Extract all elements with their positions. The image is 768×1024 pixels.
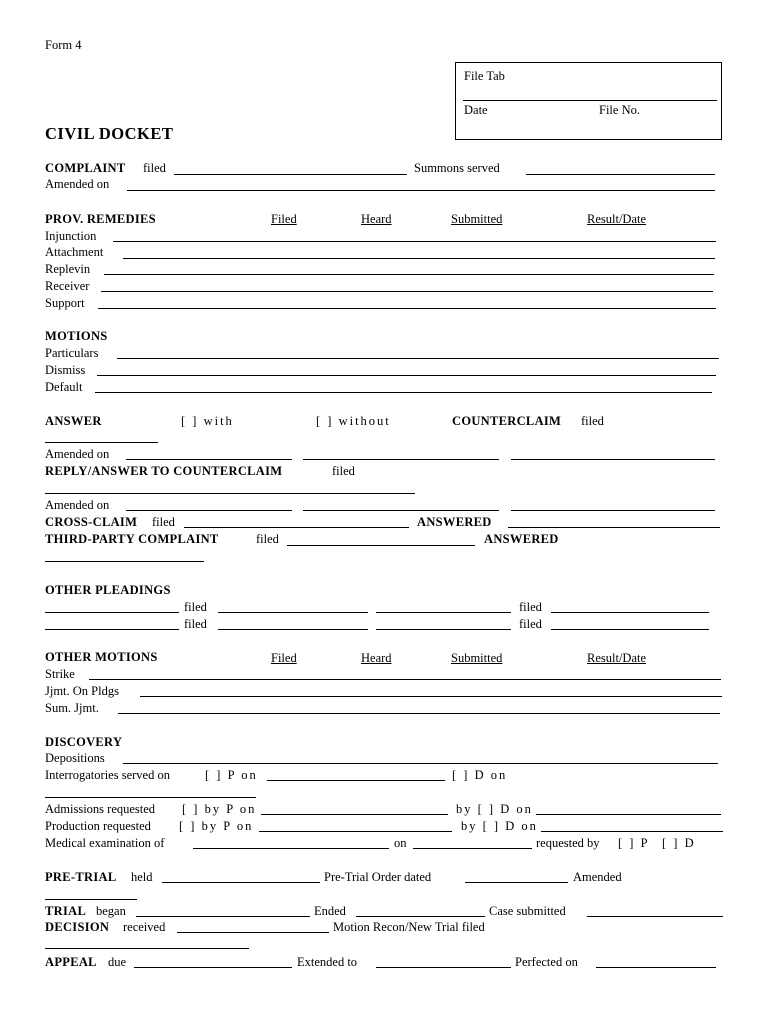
particulars-field[interactable] <box>117 358 719 359</box>
discovery-heading: DISCOVERY <box>45 735 123 749</box>
form-number: Form 4 <box>45 38 82 52</box>
prov-col-result-date: Result/Date <box>587 212 647 226</box>
pleading-4-name-field[interactable] <box>376 629 511 630</box>
date-label: Date <box>464 103 488 117</box>
counterclaim-filed-label: filed <box>581 414 604 428</box>
sum-jjmt-label: Sum. Jjmt. <box>45 701 99 715</box>
answer-amended-field-3[interactable] <box>511 459 715 460</box>
strike-field[interactable] <box>89 679 721 680</box>
page-title: CIVIL DOCKET <box>45 124 174 143</box>
complaint-filed-label: filed <box>143 161 166 175</box>
pleading-3-filed-field[interactable] <box>218 629 368 630</box>
complaint-amended-field[interactable] <box>127 190 715 191</box>
complaint-label: COMPLAINT <box>45 161 126 175</box>
cross-claim-filed-label: filed <box>152 515 175 529</box>
pleading-4-filed-label: filed <box>519 617 542 631</box>
depositions-field[interactable] <box>123 763 718 764</box>
admissions-p-checkbox[interactable]: [ ] by P on <box>182 802 257 816</box>
production-p-field[interactable] <box>259 831 452 832</box>
pre-trial-order-field[interactable] <box>465 882 568 883</box>
medical-exam-field[interactable] <box>193 848 389 849</box>
jjmt-on-pldgs-field[interactable] <box>140 696 722 697</box>
requested-by-label: requested by <box>536 836 600 850</box>
medical-exam-label: Medical examination of <box>45 836 165 850</box>
pre-trial-amended-label: Amended <box>573 870 622 884</box>
depositions-label: Depositions <box>45 751 105 765</box>
jjmt-on-pldgs-label: Jjmt. On Pldgs <box>45 684 119 698</box>
answer-with-checkbox[interactable]: [ ] with <box>181 414 234 428</box>
pleading-2-name-field[interactable] <box>376 612 511 613</box>
admissions-label: Admissions requested <box>45 802 156 816</box>
third-party-filed-field[interactable] <box>287 545 475 546</box>
reply-amended-field-3[interactable] <box>511 510 715 511</box>
admissions-d-field[interactable] <box>536 814 721 815</box>
dismiss-field[interactable] <box>97 375 716 376</box>
case-submitted-label: Case submitted <box>489 904 566 918</box>
cross-claim-answered-label: ANSWERED <box>417 515 492 529</box>
other-motions-heading: OTHER MOTIONS <box>45 650 158 664</box>
pleading-2-filed-label: filed <box>519 600 542 614</box>
admissions-p-field[interactable] <box>261 814 448 815</box>
reply-filed-label: filed <box>332 464 355 478</box>
case-submitted-field[interactable] <box>587 916 723 917</box>
motion-recon-label: Motion Recon/New Trial filed <box>333 920 485 934</box>
other-motions-col-result-date: Result/Date <box>587 651 647 665</box>
answer-amended-label: Amended on <box>45 447 110 461</box>
trial-ended-label: Ended <box>314 904 346 918</box>
answer-amended-field-1[interactable] <box>126 459 292 460</box>
particulars-label: Particulars <box>45 346 99 360</box>
appeal-due-field[interactable] <box>134 967 292 968</box>
complaint-amended-label: Amended on <box>45 177 110 191</box>
injunction-field[interactable] <box>113 241 716 242</box>
pleading-3-name-field[interactable] <box>45 629 179 630</box>
attachment-label: Attachment <box>45 245 104 259</box>
cross-claim-answered-field[interactable] <box>508 527 720 528</box>
trial-ended-field[interactable] <box>356 916 485 917</box>
medical-on-label: on <box>394 836 407 850</box>
pre-trial-label: PRE-TRIAL <box>45 870 117 884</box>
replevin-field[interactable] <box>104 274 714 275</box>
prov-col-filed: Filed <box>271 212 297 226</box>
prov-col-submitted: Submitted <box>451 212 503 226</box>
complaint-filed-field[interactable] <box>174 174 407 175</box>
reply-amended-label: Amended on <box>45 498 110 512</box>
requested-by-p-checkbox[interactable]: [ ] P <box>618 836 650 850</box>
appeal-label: APPEAL <box>45 955 97 969</box>
decision-label: DECISION <box>45 920 110 934</box>
interrogatories-p-field[interactable] <box>267 780 445 781</box>
interrogatories-d-checkbox[interactable]: [ ] D on <box>452 768 508 782</box>
reply-amended-field-1[interactable] <box>126 510 292 511</box>
counterclaim-label: COUNTERCLAIM <box>452 414 562 428</box>
pleading-2-filed-field[interactable] <box>551 612 709 613</box>
decision-received-label: received <box>123 920 166 934</box>
extended-to-field[interactable] <box>376 967 511 968</box>
receiver-field[interactable] <box>101 291 713 292</box>
requested-by-d-checkbox[interactable]: [ ] D <box>662 836 696 850</box>
pleading-1-name-field[interactable] <box>45 612 179 613</box>
third-party-filed-label: filed <box>256 532 279 546</box>
appeal-due-label: due <box>108 955 127 969</box>
trial-label: TRIAL <box>45 904 87 918</box>
pre-trial-held-field[interactable] <box>162 882 320 883</box>
reply-label: REPLY/ANSWER TO COUNTERCLAIM <box>45 464 283 478</box>
sum-jjmt-field[interactable] <box>118 713 720 714</box>
third-party-answered-field[interactable] <box>45 561 204 562</box>
dismiss-label: Dismiss <box>45 363 86 377</box>
pre-trial-order-label: Pre-Trial Order dated <box>324 870 432 884</box>
interrogatories-p-checkbox[interactable]: [ ] P on <box>205 768 258 782</box>
pleading-3-filed-label: filed <box>184 617 207 631</box>
strike-label: Strike <box>45 667 75 681</box>
reply-amended-field-2[interactable] <box>303 510 499 511</box>
pleading-1-filed-field[interactable] <box>218 612 368 613</box>
third-party-answered-label: ANSWERED <box>484 532 559 546</box>
answer-without-checkbox[interactable]: [ ] without <box>316 414 391 428</box>
pleading-1-filed-label: filed <box>184 600 207 614</box>
pre-trial-held-label: held <box>131 870 153 884</box>
default-field[interactable] <box>95 392 712 393</box>
file-tab-box <box>455 62 722 140</box>
motion-recon-field[interactable] <box>45 948 249 949</box>
other-pleadings-heading: OTHER PLEADINGS <box>45 583 171 597</box>
pleading-4-filed-field[interactable] <box>551 629 709 630</box>
pre-trial-amended-field[interactable] <box>45 899 137 900</box>
attachment-field[interactable] <box>123 258 715 259</box>
support-field[interactable] <box>98 308 716 309</box>
admissions-d-checkbox[interactable]: by [ ] D on <box>456 802 533 816</box>
receiver-label: Receiver <box>45 279 90 293</box>
summons-served-field[interactable] <box>526 174 715 175</box>
third-party-label: THIRD-PARTY COMPLAINT <box>45 532 219 546</box>
prov-col-heard: Heard <box>361 212 392 226</box>
cross-claim-filed-field[interactable] <box>184 527 409 528</box>
interrogatories-d-field[interactable] <box>45 797 256 798</box>
answer-label: ANSWER <box>45 414 102 428</box>
file-tab-label: File Tab <box>464 69 505 83</box>
decision-received-field[interactable] <box>177 932 329 933</box>
motions-heading: MOTIONS <box>45 329 108 343</box>
file-tab-line <box>463 100 717 101</box>
perfected-on-field[interactable] <box>596 967 716 968</box>
injunction-label: Injunction <box>45 229 97 243</box>
extended-to-label: Extended to <box>297 955 358 969</box>
production-p-checkbox[interactable]: [ ] by P on <box>179 819 254 833</box>
production-d-field[interactable] <box>541 831 723 832</box>
trial-began-label: began <box>96 904 126 918</box>
perfected-on-label: Perfected on <box>515 955 578 969</box>
other-motions-col-submitted: Submitted <box>451 651 503 665</box>
support-label: Support <box>45 296 85 310</box>
replevin-label: Replevin <box>45 262 91 276</box>
interrogatories-label: Interrogatories served on <box>45 768 170 782</box>
answer-amended-field-2[interactable] <box>303 459 499 460</box>
summons-served-label: Summons served <box>414 161 500 175</box>
trial-began-field[interactable] <box>136 916 310 917</box>
reply-filed-field[interactable] <box>45 493 415 494</box>
file-no-label: File No. <box>599 103 640 117</box>
default-label: Default <box>45 380 83 394</box>
production-d-checkbox[interactable]: by [ ] D on <box>461 819 538 833</box>
cross-claim-label: CROSS-CLAIM <box>45 515 138 529</box>
prov-remedies-heading: PROV. REMEDIES <box>45 212 156 226</box>
other-motions-col-heard: Heard <box>361 651 392 665</box>
counterclaim-filed-field[interactable] <box>45 442 158 443</box>
medical-on-field[interactable] <box>413 848 532 849</box>
other-motions-col-filed: Filed <box>271 651 297 665</box>
production-label: Production requested <box>45 819 151 833</box>
